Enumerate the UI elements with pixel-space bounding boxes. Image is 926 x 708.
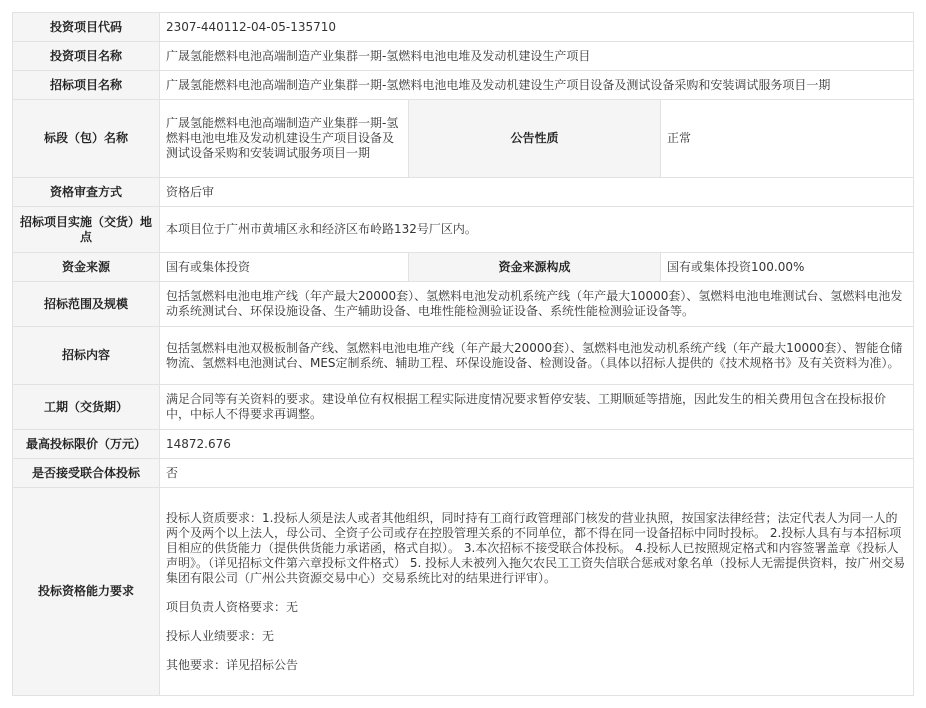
row-project-name (13, 42, 914, 71)
row-review-method (13, 178, 914, 207)
manager-qualification-text: 项目负责人资格要求：无 (166, 599, 299, 614)
period-label: 工期（交货期） (13, 385, 160, 430)
max-price-label: 最高投标限价（万元） (13, 430, 160, 459)
content-label: 招标内容 (13, 327, 160, 385)
row-qualification (13, 488, 914, 696)
lot-label: 标段（包）名称 (13, 100, 160, 178)
scope-value: 包括氢燃料电池电堆产线（年产最大20000套）、氢燃料电池发动机系统产线（年产最大10000套）、氢燃料电池电堆测试台、氢燃料电池发动系统测试台、环保设施设备、生产辅助设备、电堆性能检测验证设备、系统性能检测验证设备等。 (160, 282, 914, 327)
qualification-value (160, 488, 914, 696)
funds-composition-value: 国有或集体投资100.00% (661, 253, 914, 282)
location-value: 本项目位于广州市黄埔区永和经济区布岭路132号厂区内。 (160, 207, 914, 253)
tender-name-label: 招标项目名称 (13, 71, 160, 100)
other-requirement-text: 其他要求：详见招标公告 (166, 657, 299, 672)
period-value: 满足合同等有关资料的要求。建设单位有权根据工程实际进度情况要求暂停安装、工期顺延等措施，因此发生的相关费用包含在投标报价中，中标人不得要求再调整。 (160, 385, 914, 430)
row-period (13, 385, 914, 430)
bidder-qualification-text: 投标人资质要求：1.投标人须是法人或者其他组织，同时持有工商行政管理部门核发的营业执照，按国家法律经营；法定代表人为同一人的两个及两个以上法人，母公司、全资子公司或存在控股管理关系的不同单位，都不得在同一设备招标中同时投标。 2.投标人具有与本招标项目相应的供货能力（提供供货能力承诺函，格式自拟）。 3.本次招标不接受联合体投标。 4.投标人已按照规定格式和内容签署盖章《投标人声明》。（详见招标文件第六章投标文件格式） 5. 投标人未被列入拖欠农民工工资失信联合惩戒对象名单（投标人无需提供资料，按广州交易集团有限公司（广州公共资源交易中心）交易系统比对的结果进行评审）。 (166, 510, 906, 585)
funds-label: 资金来源 (13, 253, 160, 282)
project-name-value: 广晟氢能燃料电池高端制造产业集群一期-氢燃料电池电堆及发动机建设生产项目 (160, 42, 914, 71)
funds-composition-label: 资金来源构成 (409, 253, 661, 282)
consortium-label: 是否接受联合体投标 (13, 459, 160, 488)
review-method-value: 资格后审 (160, 178, 914, 207)
row-consortium (13, 459, 914, 488)
lot-value: 广晟氢能燃料电池高端制造产业集群一期-氢燃料电池电堆及发动机建设生产项目设备及测试设备采购和安装调试服务项目一期 (160, 100, 409, 178)
row-funds (13, 253, 914, 282)
project-code-label: 投资项目代码 (13, 13, 160, 42)
location-label: 招标项目实施（交货）地点 (13, 207, 160, 253)
content-value: 包括氢燃料电池双极板制备产线、氢燃料电池电堆产线（年产最大20000套）、氢燃料电池发动机系统产线（年产最大10000套）、智能仓储物流、氢燃料电池测试台、MES定制系统、辅助工程、环保设施设备、检测设备。（具体以招标人提供的《技术规格书》及有关资料为准）。 (160, 327, 914, 385)
row-tender-name (13, 71, 914, 100)
row-content (13, 327, 914, 385)
funds-value: 国有或集体投资 (160, 253, 409, 282)
project-code-value: 2307-440112-04-05-135710 (160, 13, 914, 42)
row-max-price (13, 430, 914, 459)
qualification-label: 投标资格能力要求 (13, 488, 160, 696)
tender-name-value: 广晟氢能燃料电池高端制造产业集群一期-氢燃料电池电堆及发动机建设生产项目设备及测试设备采购和安装调试服务项目一期 (160, 71, 914, 100)
project-name-label: 投资项目名称 (13, 42, 160, 71)
review-method-label: 资格审查方式 (13, 178, 160, 207)
row-location (13, 207, 914, 253)
notice-type-label: 公告性质 (409, 100, 661, 178)
row-project-code (13, 13, 914, 42)
row-lot (13, 100, 914, 178)
max-price-value: 14872.676 (160, 430, 914, 459)
row-scope (13, 282, 914, 327)
notice-type-value: 正常 (661, 100, 914, 178)
scope-label: 招标范围及规模 (13, 282, 160, 327)
tender-info-table (12, 12, 914, 696)
consortium-value: 否 (160, 459, 914, 488)
performance-requirement-text: 投标人业绩要求：无 (166, 628, 275, 643)
